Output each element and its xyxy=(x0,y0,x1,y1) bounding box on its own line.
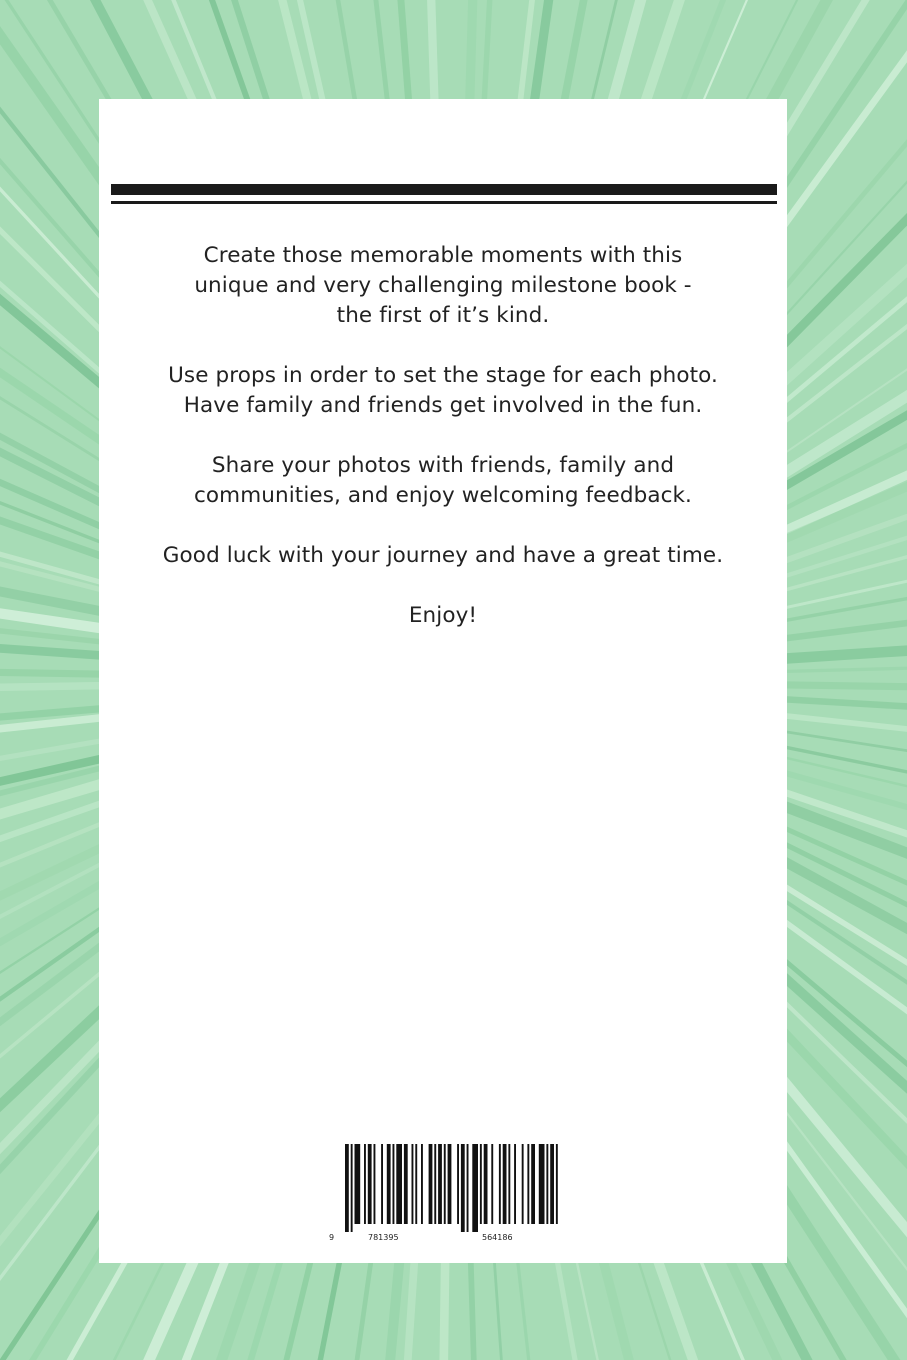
back-cover-blurb xyxy=(153,241,733,661)
barcode-bar xyxy=(355,1144,361,1224)
blurb-paragraph-enjoy: Enjoy! xyxy=(408,603,478,628)
barcode-digits-right: 564186 xyxy=(482,1233,513,1242)
barcode-bar xyxy=(415,1144,417,1224)
blurb-paragraph-share: Share your photos with friends, family and communities, and enjoy welcoming feedback. xyxy=(194,453,692,508)
barcode-bar xyxy=(387,1144,391,1224)
barcode-digit-lead: 9 xyxy=(329,1233,335,1242)
barcode-bar xyxy=(381,1144,383,1224)
barcode-bar xyxy=(396,1144,402,1224)
back-cover-panel xyxy=(99,99,787,1263)
blurb-paragraph-intro: Create those memorable moments with this unique and very challenging milestone book - the first of it’s kind. xyxy=(194,243,692,328)
barcode-bar xyxy=(546,1144,548,1224)
barcode-bar xyxy=(539,1144,545,1224)
isbn-barcode xyxy=(325,1142,575,1242)
barcode-bar xyxy=(438,1144,442,1224)
barcode-bar xyxy=(527,1144,529,1224)
decorative-rule-thick xyxy=(111,184,777,195)
barcode-bar xyxy=(550,1144,554,1224)
barcode-bar xyxy=(508,1144,510,1224)
barcode-bar xyxy=(374,1144,376,1224)
barcode-bar xyxy=(412,1144,414,1224)
barcode-bar xyxy=(514,1144,516,1224)
barcode-bar xyxy=(404,1144,408,1224)
barcode-bar xyxy=(434,1144,436,1224)
barcode-bar xyxy=(522,1144,524,1224)
barcode-bar xyxy=(531,1144,535,1224)
barcode-bar xyxy=(472,1144,478,1232)
blurb-paragraph-props: Use props in order to set the stage for each photo. Have family and friends get involved in the fun. xyxy=(168,363,718,418)
barcode-bar xyxy=(499,1144,501,1224)
barcode-bar xyxy=(467,1144,469,1232)
decorative-rule-thin xyxy=(111,201,777,204)
barcode-bar xyxy=(556,1144,558,1224)
barcode-bar xyxy=(444,1144,446,1224)
barcode-bar xyxy=(364,1144,366,1224)
barcode-bar xyxy=(368,1144,372,1224)
barcode-bars xyxy=(325,1142,575,1242)
barcode-bar xyxy=(484,1144,488,1224)
barcode-bar xyxy=(480,1144,482,1224)
barcode-bar xyxy=(429,1144,433,1224)
barcode-digits-left: 781395 xyxy=(368,1233,399,1242)
barcode-bar xyxy=(393,1144,395,1224)
blurb-paragraph-good-luck: Good luck with your journey and have a great time. xyxy=(162,543,724,568)
barcode-bar xyxy=(345,1144,349,1232)
barcode-bar xyxy=(351,1144,353,1232)
barcode-bar xyxy=(448,1144,452,1224)
barcode-bar xyxy=(503,1144,507,1224)
barcode-bar xyxy=(491,1144,493,1224)
barcode-bar xyxy=(457,1144,459,1224)
barcode-bar xyxy=(421,1144,423,1224)
barcode-bar xyxy=(461,1144,465,1232)
